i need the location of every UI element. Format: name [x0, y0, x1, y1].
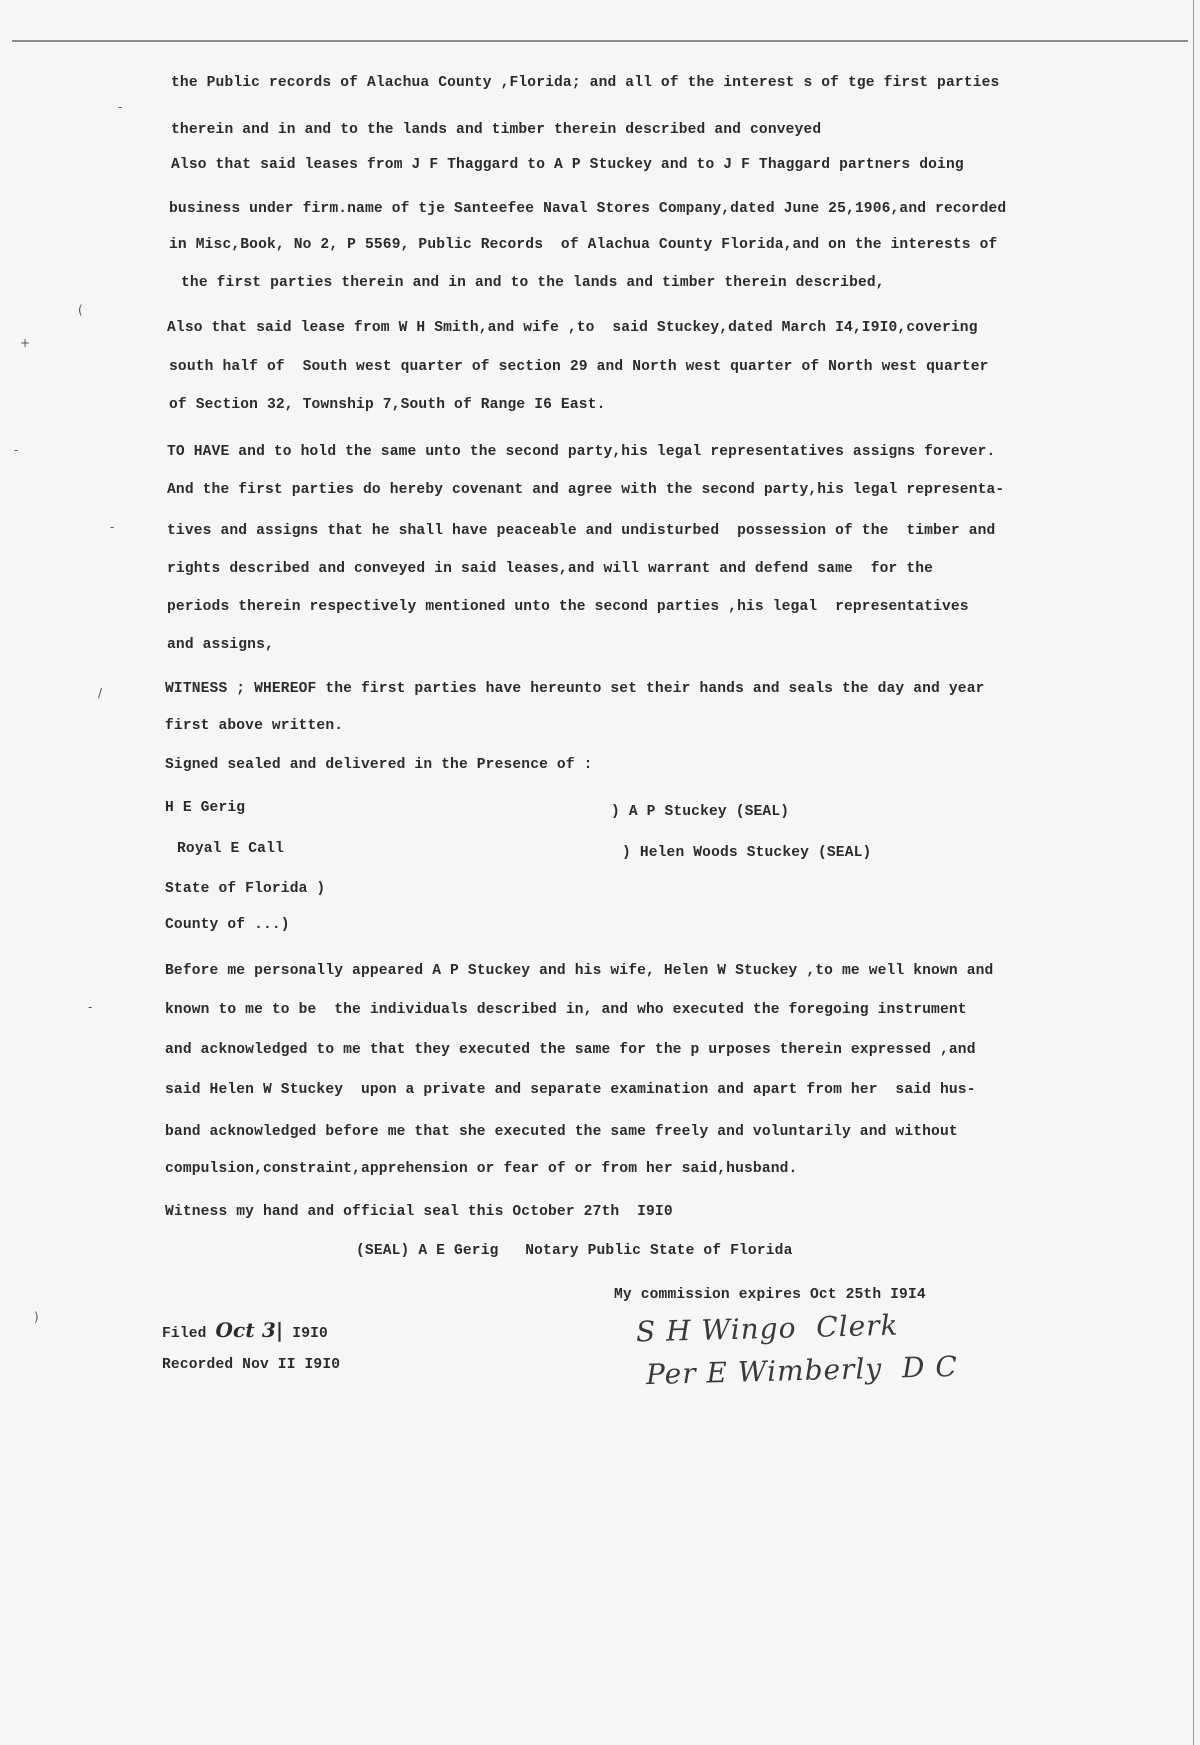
body-line-15: and assigns,: [167, 637, 274, 653]
recorded-line: Recorded Nov II I9I0: [162, 1357, 341, 1373]
notary-line: (SEAL) A E Gerig Notary Public State of Florida: [356, 1243, 793, 1259]
venue-state: State of Florida ): [165, 881, 326, 897]
body-line-16: WITNESS ; WHEREOF the first parties have hereunto set their hands and seals the day and year: [165, 681, 985, 697]
body-line-8: south half of South west quarter of section 29 and North west quarter of North west quarter: [169, 359, 989, 375]
clerk-signature: S H Wingo Clerk: [635, 1308, 899, 1349]
body-line-17: first above written.: [165, 718, 344, 734]
body-line-9: of Section 32, Township 7,South of Range I6 East.: [169, 397, 606, 413]
right-page-edge: [1193, 0, 1194, 1745]
ack-line-3: and acknowledged to me that they executed the same for the p urposes therein expressed ,and: [165, 1042, 976, 1058]
body-line-13: rights described and conveyed in said leases,and will warrant and defend same for the: [167, 561, 934, 577]
body-line-3: Also that said leases from J F Thaggard to A P Stuckey and to J F Thaggard partners doing: [171, 157, 964, 173]
filed-handwritten-date: Oct 3|: [215, 1318, 284, 1342]
body-line-10: TO HAVE and to hold the same unto the second party,his legal representatives assigns forever.: [167, 444, 996, 460]
ack-line-5: band acknowledged before me that she executed the same freely and voluntarily and without: [165, 1124, 958, 1140]
ack-line-4: said Helen W Stuckey upon a private and separate examination and apart from her said hus-: [165, 1082, 976, 1098]
body-line-5: in Misc,Book, No 2, P 5569, Public Records of Alachua County Florida,and on the interests of: [169, 237, 998, 253]
body-line-2: therein and in and to the lands and timber therein described and conveyed: [171, 122, 822, 138]
margin-mark: -: [88, 1000, 93, 1014]
margin-mark: /: [98, 686, 103, 700]
body-line-6: the first parties therein and in and to the lands and timber therein described,: [181, 275, 885, 291]
body-line-11: And the first parties do hereby covenant and agree with the second party,his legal representa-: [167, 482, 1005, 498]
ack-line-2: known to me to be the individuals described in, and who executed the foregoing instrument: [165, 1002, 967, 1018]
deputy-clerk-signature: Per E Wimberly D C: [645, 1349, 959, 1392]
witness-name-1: H E Gerig: [165, 800, 246, 816]
margin-mark: -: [110, 520, 115, 534]
venue-county: County of ...): [165, 917, 290, 933]
body-line-7: Also that said lease from W H Smith,and wife ,to said Stuckey,dated March I4,I9I0,covering: [167, 320, 978, 336]
filed-label: Filed: [162, 1326, 207, 1342]
top-border-rule: [12, 40, 1188, 42]
filed-line: [162, 1320, 328, 1342]
margin-mark: (: [78, 303, 83, 317]
filed-year: I9I0: [292, 1326, 328, 1342]
witness-name-2: Royal E Call: [177, 841, 284, 857]
margin-mark: -: [118, 100, 123, 114]
body-line-1: the Public records of Alachua County ,Florida; and all of the interest s of tge first parties: [171, 75, 1000, 91]
ack-line-1: Before me personally appeared A P Stuckey and his wife, Helen W Stuckey ,to me well known and: [165, 963, 994, 979]
signer-name-1: ) A P Stuckey (SEAL): [611, 804, 790, 820]
body-line-12: tives and assigns that he shall have peaceable and undisturbed possession of the timber and: [167, 523, 996, 539]
signer-name-2: ) Helen Woods Stuckey (SEAL): [622, 845, 872, 861]
ack-line-7: Witness my hand and official seal this October 27th I9I0: [165, 1204, 673, 1220]
body-line-4: business under firm.name of tje Santeefee Naval Stores Company,dated June 25,1906,and recorded: [169, 201, 1007, 217]
body-line-14: periods therein respectively mentioned unto the second parties ,his legal representatives: [167, 599, 969, 615]
body-line-18: Signed sealed and delivered in the Presence of :: [165, 757, 593, 773]
margin-mark: -: [14, 443, 19, 457]
ack-line-6: compulsion,constraint,apprehension or fear of or from her said,husband.: [165, 1161, 798, 1177]
notary-commission: My commission expires Oct 25th I9I4: [614, 1287, 926, 1303]
margin-mark: +: [20, 336, 31, 350]
margin-mark: ): [34, 1310, 39, 1324]
